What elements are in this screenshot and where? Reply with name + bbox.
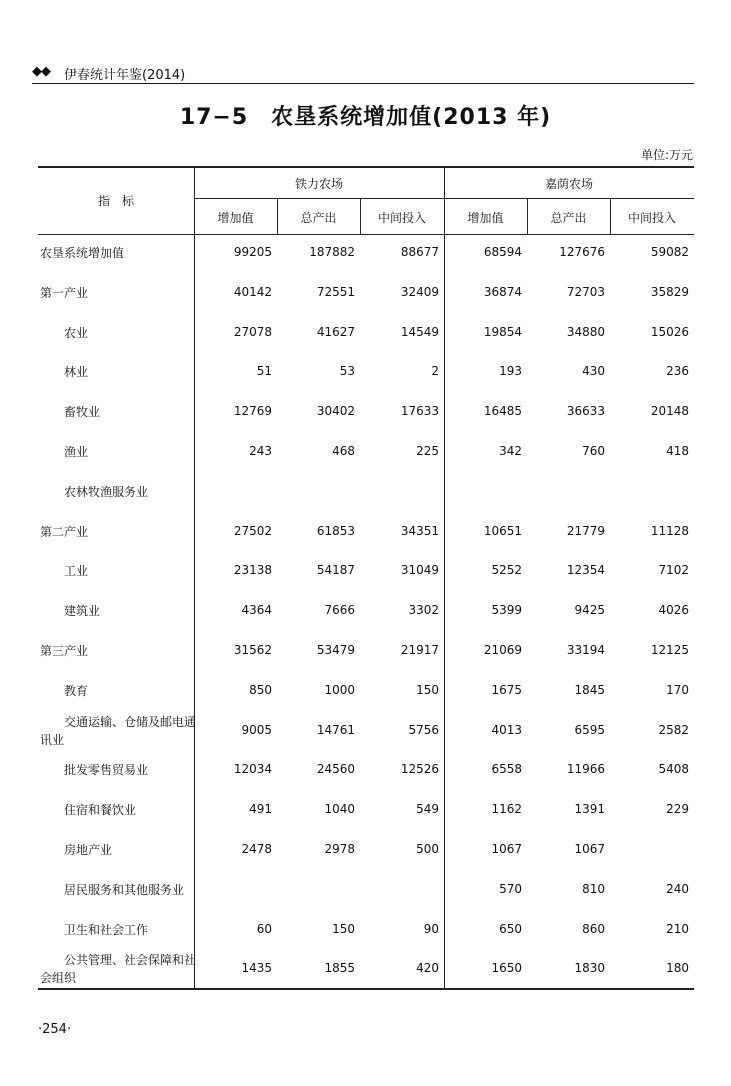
table-cell: 11128 bbox=[650, 523, 689, 538]
table-cell: 9425 bbox=[574, 603, 605, 618]
table-cell: 5408 bbox=[658, 762, 689, 777]
header-rule bbox=[32, 83, 694, 84]
table-cell: 7102 bbox=[658, 563, 689, 578]
row-label bbox=[40, 483, 148, 501]
table-cell: 236 bbox=[666, 364, 689, 379]
table-cell: 30402 bbox=[316, 404, 355, 419]
table-cell: 4364 bbox=[241, 603, 272, 618]
statistics-table bbox=[38, 166, 694, 988]
row-label-line: 公共管理、社会保障和社 bbox=[64, 953, 197, 968]
table-top-rule bbox=[38, 166, 694, 168]
table-cell: 12526 bbox=[400, 762, 439, 777]
table-cell: 32409 bbox=[400, 284, 439, 299]
row-label-line: 第一产业 bbox=[40, 285, 89, 300]
table-cell: 760 bbox=[582, 444, 605, 458]
table-cell: 90 bbox=[423, 921, 439, 936]
row-label bbox=[40, 602, 100, 620]
table-cell: 1435 bbox=[241, 961, 272, 976]
row-label-line: 居民服务和其他服务业 bbox=[64, 882, 185, 897]
table-cell: 5399 bbox=[491, 603, 522, 618]
col-header-intermediate-input: 中间投入 bbox=[377, 211, 426, 225]
table-cell: 3302 bbox=[408, 603, 439, 618]
table-cell: 150 bbox=[416, 682, 439, 697]
table-cell: 31562 bbox=[233, 643, 272, 657]
table-cell: 243 bbox=[249, 444, 272, 458]
table-cell: 60 bbox=[256, 921, 272, 936]
table-cell: 4026 bbox=[658, 603, 689, 618]
table-cell: 6558 bbox=[491, 762, 522, 777]
table-cell: 1067 bbox=[491, 842, 522, 856]
table-cell: 810 bbox=[582, 881, 605, 896]
group-divider-rule bbox=[444, 166, 445, 988]
table-cell: 20148 bbox=[650, 404, 689, 419]
table-cell: 549 bbox=[416, 802, 439, 817]
row-label bbox=[40, 713, 196, 749]
table-cell: 850 bbox=[249, 682, 272, 697]
table-cell: 9005 bbox=[241, 722, 272, 737]
table-cell: 51 bbox=[256, 364, 272, 379]
running-header bbox=[32, 64, 694, 86]
table-cell: 72551 bbox=[316, 284, 355, 299]
table-cell: 41627 bbox=[316, 324, 355, 339]
table-cell: 187882 bbox=[309, 245, 355, 259]
table-cell: 180 bbox=[666, 961, 689, 976]
table-cell: 5252 bbox=[491, 563, 522, 578]
row-label bbox=[40, 642, 88, 660]
label-column-rule bbox=[194, 166, 195, 988]
row-label bbox=[40, 801, 136, 819]
table-cell: 59082 bbox=[650, 245, 689, 259]
row-label-line: 渔业 bbox=[64, 445, 89, 459]
table-cell: 12354 bbox=[566, 563, 605, 578]
table-cell: 35829 bbox=[650, 284, 689, 299]
table-cell: 2478 bbox=[241, 842, 272, 856]
table-cell: 21069 bbox=[483, 643, 522, 657]
row-label-line: 卫生和社会工作 bbox=[64, 922, 149, 937]
col-header-intermediate-input: 中间投入 bbox=[627, 211, 676, 225]
table-cell: 468 bbox=[332, 444, 355, 458]
table-cell: 99205 bbox=[233, 245, 272, 259]
table-cell: 36633 bbox=[566, 404, 605, 419]
row-label-line: 建筑业 bbox=[64, 604, 101, 619]
table-title: 17−5 农垦系统增加值(2013 年) bbox=[179, 105, 552, 130]
table-cell: 1675 bbox=[491, 682, 522, 697]
row-label bbox=[40, 284, 88, 302]
table-cell: 14549 bbox=[400, 324, 439, 339]
table-cell: 2582 bbox=[658, 722, 689, 737]
table-cell: 1845 bbox=[574, 682, 605, 697]
row-label bbox=[40, 403, 100, 421]
row-label-line: 住宿和餐饮业 bbox=[64, 803, 137, 818]
table-cell: 27502 bbox=[233, 523, 272, 538]
row-label bbox=[40, 562, 88, 580]
table-cell: 420 bbox=[416, 961, 439, 976]
row-label bbox=[40, 443, 88, 461]
row-label bbox=[40, 761, 148, 779]
row-label-line: 农垦系统增加值 bbox=[40, 246, 125, 260]
table-cell: 31049 bbox=[400, 563, 439, 578]
table-cell: 860 bbox=[582, 921, 605, 936]
table-bottom-rule bbox=[38, 988, 694, 990]
table-cell: 6595 bbox=[574, 722, 605, 737]
col-header-gross-output: 总产出 bbox=[550, 211, 587, 225]
col-header-value-added: 增加值 bbox=[217, 211, 254, 225]
table-cell: 2978 bbox=[324, 842, 355, 856]
table-cell: 193 bbox=[499, 364, 522, 379]
table-cell: 225 bbox=[416, 444, 439, 458]
row-label-line: 批发零售贸易业 bbox=[64, 763, 149, 778]
table-cell: 53479 bbox=[316, 643, 355, 657]
row-label bbox=[40, 951, 196, 987]
table-cell: 1162 bbox=[491, 802, 522, 817]
table-cell: 88677 bbox=[400, 245, 439, 259]
table-cell: 21779 bbox=[566, 523, 605, 538]
table-cell: 24560 bbox=[316, 762, 355, 777]
table-cell: 27078 bbox=[233, 324, 272, 339]
row-label-line: 第三产业 bbox=[40, 644, 89, 658]
row-label-line: 讯业 bbox=[40, 732, 65, 747]
table-cell: 16485 bbox=[483, 404, 522, 419]
table-cell: 1040 bbox=[324, 802, 355, 817]
table-cell: 418 bbox=[666, 444, 689, 458]
table-cell: 34880 bbox=[566, 324, 605, 339]
table-cell: 36874 bbox=[483, 284, 522, 299]
row-label-line: 农林牧渔服务业 bbox=[64, 484, 149, 499]
table-cell: 210 bbox=[666, 921, 689, 936]
table-cell: 23138 bbox=[233, 563, 272, 578]
table-cell: 1391 bbox=[574, 802, 605, 817]
table-cell: 34351 bbox=[400, 523, 439, 538]
table-cell: 12034 bbox=[233, 762, 272, 777]
col-header-gross-output: 总产出 bbox=[300, 211, 337, 225]
table-cell: 5756 bbox=[408, 722, 439, 737]
row-label-line: 交通运输、仓储及邮电通 bbox=[64, 714, 197, 729]
row-label bbox=[40, 363, 88, 381]
table-cell: 1000 bbox=[324, 682, 355, 697]
row-label-line: 农业 bbox=[64, 325, 89, 340]
book-title: 伊春统计年鉴(2014) bbox=[64, 68, 186, 83]
diamond-bullets-icon: ◆◆ bbox=[32, 64, 50, 79]
table-cell: 40142 bbox=[233, 284, 272, 299]
row-label-line: 会组织 bbox=[40, 971, 77, 986]
table-cell: 10651 bbox=[483, 523, 522, 538]
table-cell: 430 bbox=[582, 364, 605, 379]
row-label bbox=[40, 841, 112, 859]
table-cell: 570 bbox=[499, 881, 522, 896]
row-label bbox=[40, 244, 124, 262]
table-cell: 2 bbox=[431, 364, 439, 379]
unit-label: 单位:万元 bbox=[640, 148, 693, 162]
row-label-line: 林业 bbox=[64, 365, 89, 380]
table-cell: 500 bbox=[416, 842, 439, 856]
row-label bbox=[40, 921, 148, 939]
table-cell: 1830 bbox=[574, 961, 605, 976]
table-cell: 33194 bbox=[566, 643, 605, 657]
table-cell: 61853 bbox=[316, 523, 355, 538]
row-label bbox=[40, 682, 88, 700]
row-label-line: 畜牧业 bbox=[64, 405, 101, 420]
table-cell: 68594 bbox=[483, 245, 522, 259]
group-header-jiayin: 嘉荫农场 bbox=[544, 177, 593, 191]
table-cell: 21917 bbox=[400, 643, 439, 657]
row-label-line: 工业 bbox=[64, 564, 89, 579]
table-cell: 12769 bbox=[233, 404, 272, 419]
table-cell: 127676 bbox=[559, 245, 605, 259]
table-cell: 240 bbox=[666, 881, 689, 896]
row-label bbox=[40, 523, 88, 541]
table-cell: 1067 bbox=[574, 842, 605, 856]
table-cell: 229 bbox=[666, 802, 689, 817]
table-cell: 72703 bbox=[566, 284, 605, 299]
indicator-header: 指 标 bbox=[97, 194, 134, 208]
table-cell: 170 bbox=[666, 682, 689, 697]
table-cell: 19854 bbox=[483, 324, 522, 339]
row-label-line: 房地产业 bbox=[64, 843, 113, 857]
table-cell: 15026 bbox=[650, 324, 689, 339]
table-cell: 7666 bbox=[324, 603, 355, 618]
table-cell: 150 bbox=[332, 921, 355, 936]
page-number: ·254· bbox=[38, 1022, 72, 1037]
row-label bbox=[40, 324, 88, 342]
header-bottom-rule bbox=[38, 234, 694, 235]
table-cell: 14761 bbox=[316, 722, 355, 737]
row-label bbox=[40, 881, 184, 899]
table-cell: 1650 bbox=[491, 961, 522, 976]
table-cell: 1855 bbox=[324, 961, 355, 976]
table-cell: 11966 bbox=[566, 762, 605, 777]
col-header-value-added: 增加值 bbox=[467, 211, 504, 225]
table-cell: 12125 bbox=[650, 643, 689, 657]
table-cell: 17633 bbox=[400, 404, 439, 419]
table-cell: 491 bbox=[249, 802, 272, 817]
group-header-tieli: 铁力农场 bbox=[294, 177, 343, 191]
table-cell: 342 bbox=[499, 444, 522, 458]
table-cell: 4013 bbox=[491, 722, 522, 737]
table-cell: 54187 bbox=[316, 563, 355, 578]
row-label-line: 第二产业 bbox=[40, 524, 89, 539]
table-cell: 650 bbox=[499, 921, 522, 936]
table-cell: 53 bbox=[339, 364, 355, 379]
row-label-line: 教育 bbox=[64, 683, 89, 698]
